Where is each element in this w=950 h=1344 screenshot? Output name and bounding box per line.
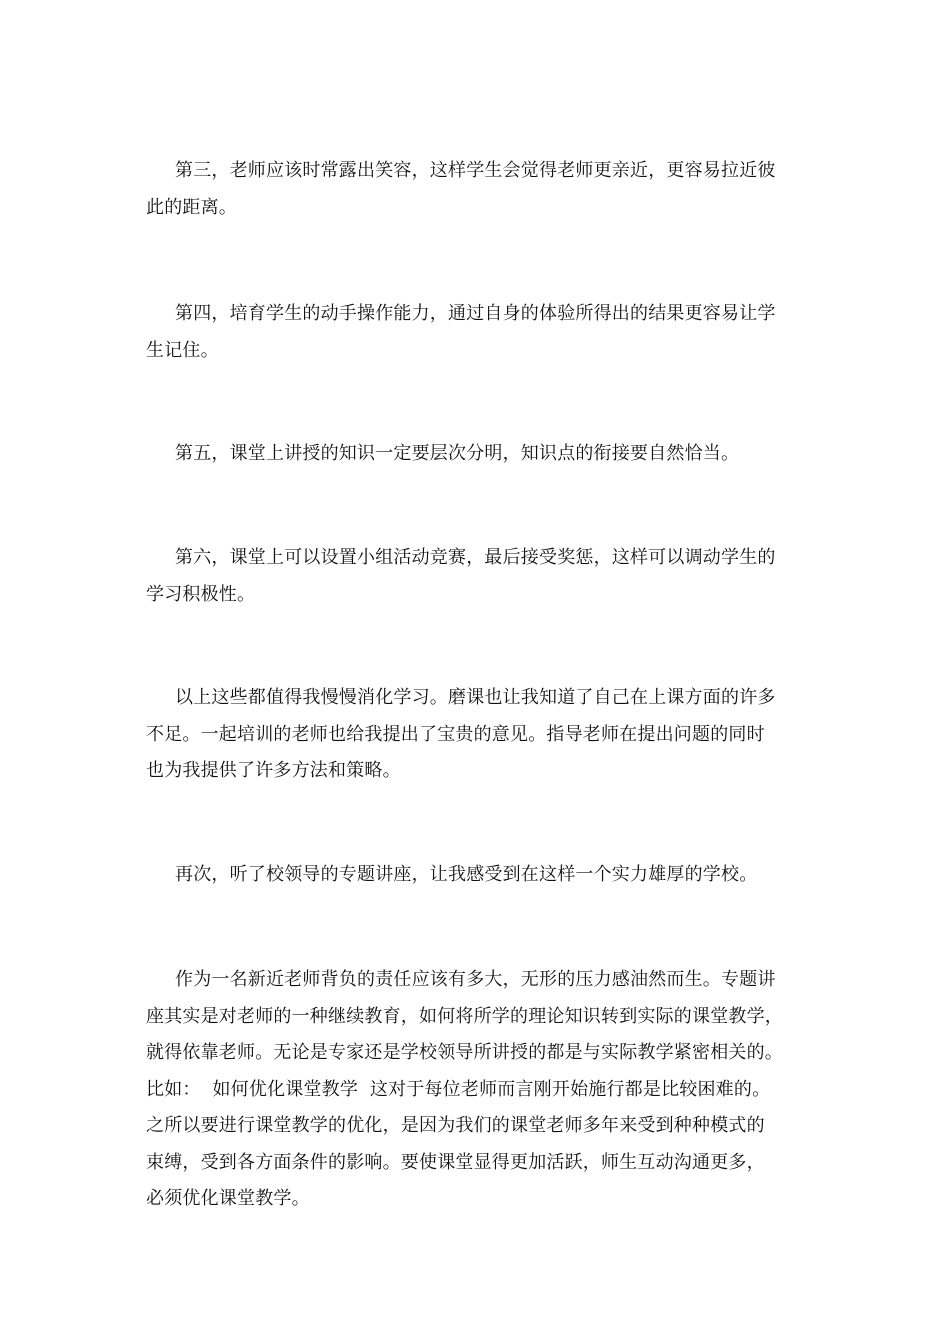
paragraph-structure <box>146 436 810 473</box>
paragraph-reflection <box>146 680 810 790</box>
paragraph-line: 此的距离。 <box>146 196 237 218</box>
paragraph-hands-on <box>146 296 810 369</box>
paragraph-line: 第五，课堂上讲授的知识一定要层次分明，知识点的衔接要自然恰当。 <box>175 443 740 464</box>
paragraph-line: 以上这些都值得我慢慢消化学习。磨课也让我知道了自己在上课方面的许多 <box>175 687 776 708</box>
paragraph-line: 座其实是对老师的一种继续教育，如何将所学的理论知识转到实际的课堂教学， <box>146 1005 783 1027</box>
paragraph-line: 第四，培育学生的动手操作能力，通过自身的体验所得出的结果更容易让学 <box>175 303 776 324</box>
paragraph-line: 也为我提供了许多方法和策略。 <box>146 760 401 781</box>
paragraph-line: 必须优化课堂教学。 <box>146 1188 310 1209</box>
paragraph-responsibility <box>146 962 810 1218</box>
paragraph-line: 第六，课堂上可以设置小组活动竞赛，最后接受奖惩，这样可以调动学生的 <box>175 547 776 568</box>
paragraph-line: 就得依靠老师。无论是专家还是学校领导所讲授的都是与实际教学紧密相关的。 <box>146 1042 783 1063</box>
paragraph-line: 比如： 如何优化课堂教学 这对于每位老师而言刚开始施行都是比较困难的。 <box>146 1078 771 1100</box>
paragraph-lecture <box>146 857 810 894</box>
paragraph-line: 不足。一起培训的老师也给我提出了宝贵的意见。指导老师在提出问题的同时 <box>146 723 765 745</box>
paragraph-smile <box>146 153 810 226</box>
paragraph-line: 束缚，受到各方面条件的影响。要使课堂显得更加活跃，师生互动沟通更多， <box>146 1151 765 1173</box>
paragraph-group-contest <box>146 540 810 613</box>
paragraph-line: 第三，老师应该时常露出笑容，这样学生会觉得老师更亲近，更容易拉近彼 <box>175 160 776 181</box>
paragraph-line: 之所以要进行课堂教学的优化，是因为我们的课堂老师多年来受到种种模式的 <box>146 1115 765 1136</box>
paragraph-line: 再次，听了校领导的专题讲座，让我感受到在这样一个实力雄厚的学校。 <box>175 864 758 885</box>
paragraph-line: 学习积极性。 <box>146 583 256 605</box>
paragraph-line: 作为一名新近老师背负的责任应该有多大，无形的压力感油然而生。专题讲 <box>175 969 776 990</box>
paragraph-line: 生记住。 <box>146 339 219 361</box>
